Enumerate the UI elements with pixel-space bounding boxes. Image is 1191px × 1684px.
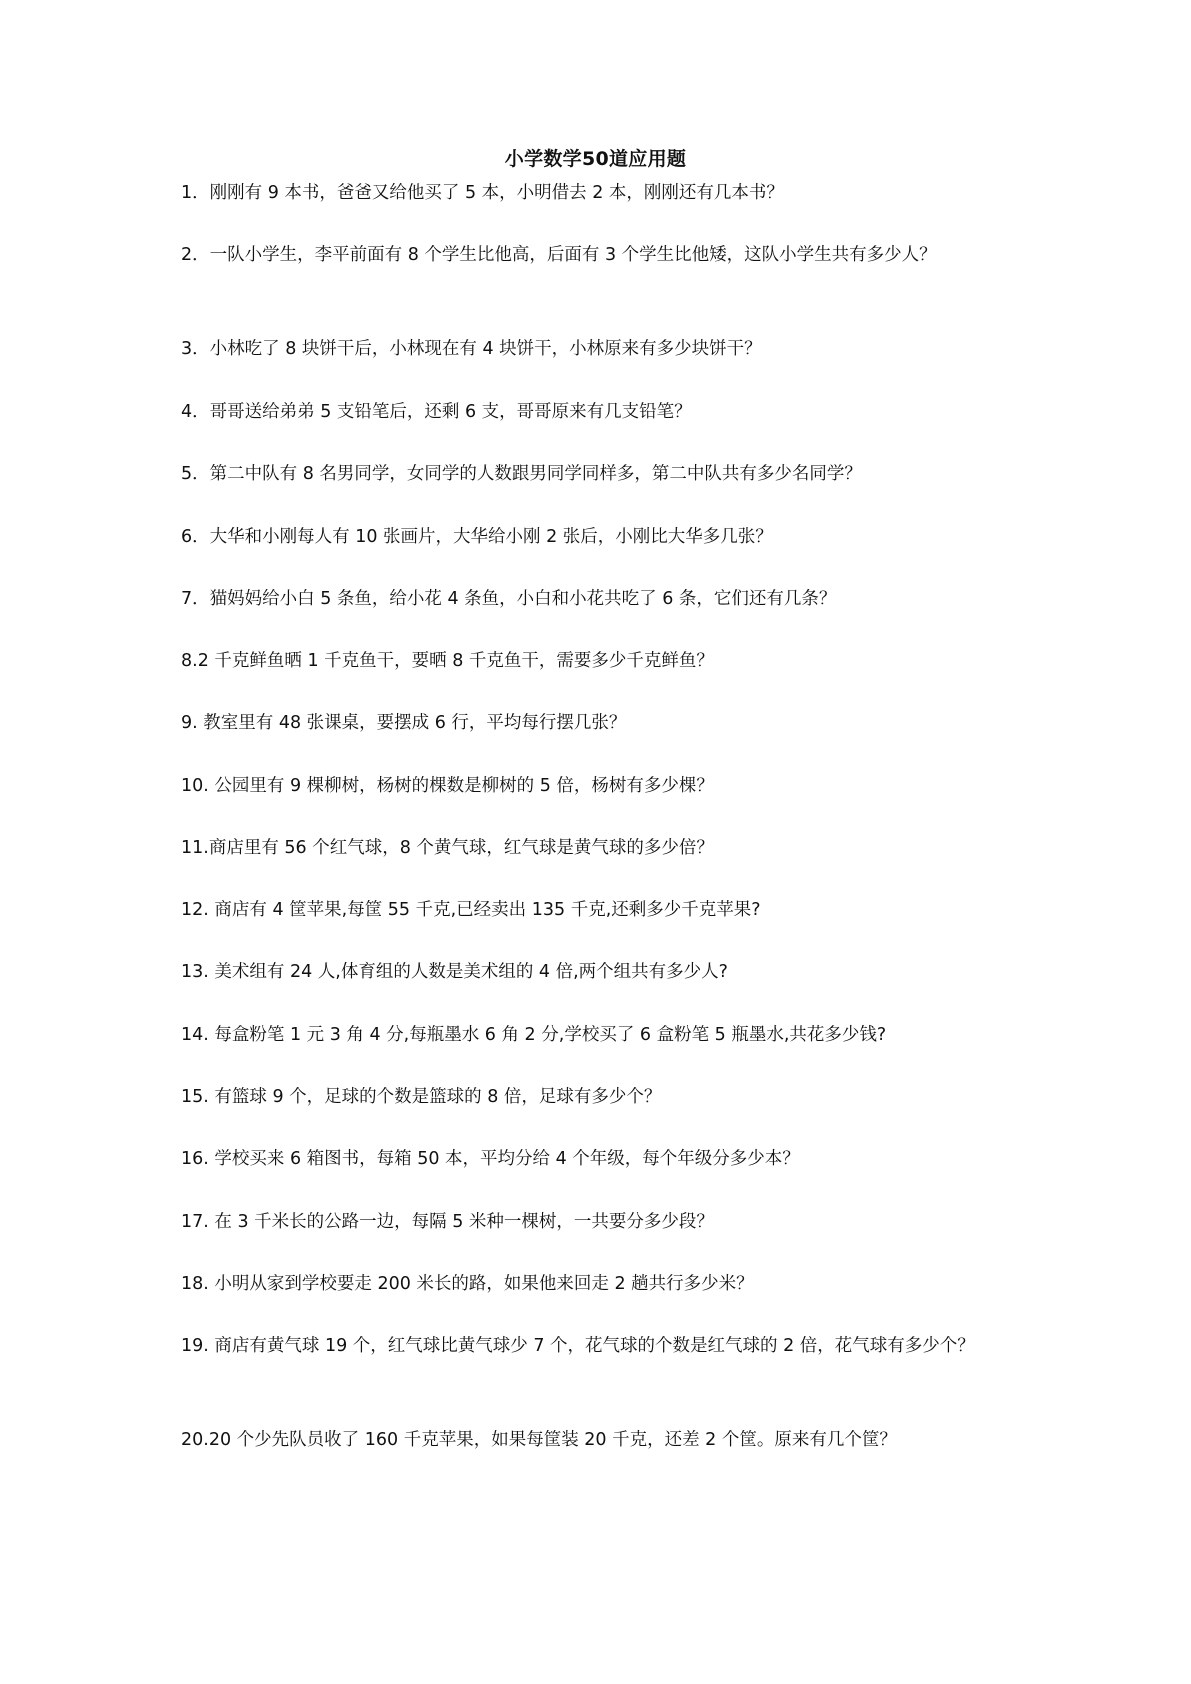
question-4: 4．哥哥送给弟弟 5 支铅笔后，还剩 6 支，哥哥原来有几支铅笔？ [181, 402, 692, 422]
question-2: 2．一队小学生，李平前面有 8 个学生比他高，后面有 3 个学生比他矮，这队小学生共有多少人？ [181, 245, 937, 265]
question-18: 18. 小明从家到学校要走 200 米长的路，如果他来回走 2 趟共行多少米？ [181, 1274, 754, 1294]
question-15: 15. 有篮球 9 个，足球的个数是篮球的 8 倍，足球有多少个？ [181, 1087, 662, 1107]
question-3: 3．小林吃了 8 块饼干后，小林现在有 4 块饼干，小林原来有多少块饼干？ [181, 339, 762, 359]
document-title: 小学数学50道应用题 [504, 148, 687, 170]
question-8: 8.2 千克鲜鱼晒 1 千克鱼干，要晒 8 千克鱼干，需要多少千克鲜鱼？ [181, 651, 714, 671]
question-17: 17. 在 3 千米长的公路一边，每隔 5 米种一棵树，一共要分多少段？ [181, 1212, 714, 1232]
question-1: 1．刚刚有 9 本书，爸爸又给他买了 5 本，小明借去 2 本，刚刚还有几本书？ [181, 183, 784, 203]
question-14: 14. 每盒粉笔 1 元 3 角 4 分,每瓶墨水 6 角 2 分,学校买了 6 盒粉笔 5 瓶墨水,共花多少钱? [181, 1025, 887, 1045]
question-10: 10. 公园里有 9 棵柳树，杨树的棵数是柳树的 5 倍，杨树有多少棵？ [181, 776, 714, 796]
question-5: 5．第二中队有 8 名男同学，女同学的人数跟男同学同样多，第二中队共有多少名同学？ [181, 464, 862, 484]
question-9: 9. 教室里有 48 张课桌，要摆成 6 行，平均每行摆几张？ [181, 713, 627, 733]
question-13: 13. 美术组有 24 人,体育组的人数是美术组的 4 倍,两个组共有多少人? [181, 962, 728, 982]
question-7: 7．猫妈妈给小白 5 条鱼，给小花 4 条鱼，小白和小花共吃了 6 条，它们还有几条？ [181, 589, 837, 609]
question-6: 6．大华和小刚每人有 10 张画片，大华给小刚 2 张后，小刚比大华多几张？ [181, 527, 773, 547]
question-16: 16. 学校买来 6 箱图书，每箱 50 本，平均分给 4 个年级，每个年级分多少本？ [181, 1149, 800, 1169]
question-19: 19. 商店有黄气球 19 个，红气球比黄气球少 7 个，花气球的个数是红气球的 2 倍，花气球有多少个？ [181, 1336, 975, 1356]
question-11: 11.商店里有 56 个红气球，8 个黄气球，红气球是黄气球的多少倍？ [181, 838, 714, 858]
question-20: 20.20 个少先队员收了 160 千克苹果，如果每筐装 20 千克，还差 2 个筐。原来有几个筐？ [181, 1430, 897, 1450]
question-12: 12. 商店有 4 筐苹果,每筐 55 千克,已经卖出 135 千克,还剩多少千克苹果? [181, 900, 761, 920]
